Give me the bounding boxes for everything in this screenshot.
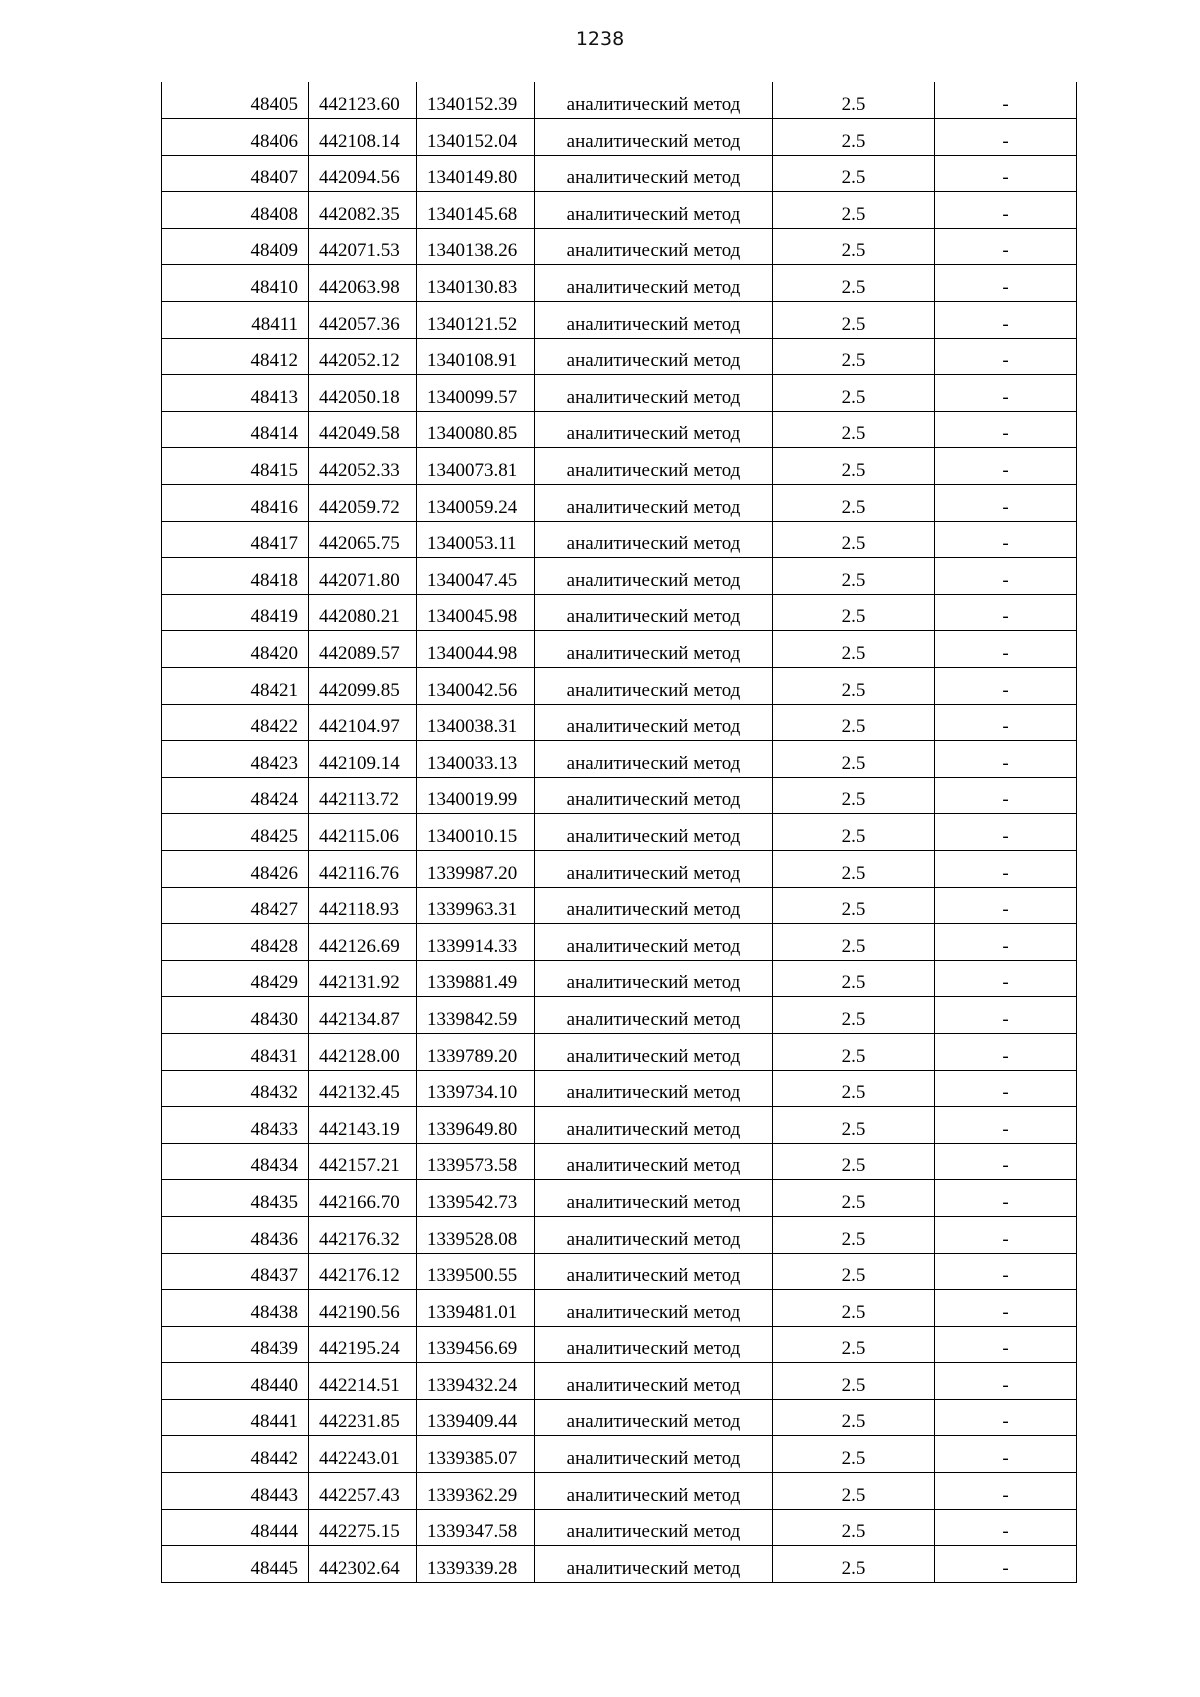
accuracy-cell: 2.5 xyxy=(773,631,935,668)
accuracy-cell: 2.5 xyxy=(773,228,935,265)
x-coordinate-cell: 442143.19 xyxy=(309,1107,417,1144)
description-cell: - xyxy=(935,1326,1077,1363)
point-number-cell: 48416 xyxy=(162,485,309,522)
method-cell: аналитический метод xyxy=(535,192,773,229)
accuracy-cell: 2.5 xyxy=(773,887,935,924)
description-cell: - xyxy=(935,668,1077,705)
method-cell: аналитический метод xyxy=(535,411,773,448)
description-cell: - xyxy=(935,411,1077,448)
method-cell: аналитический метод xyxy=(535,960,773,997)
description-cell: - xyxy=(935,119,1077,156)
accuracy-cell: 2.5 xyxy=(773,1070,935,1107)
point-number-cell: 48437 xyxy=(162,1253,309,1290)
point-number-cell: 48434 xyxy=(162,1143,309,1180)
method-cell: аналитический метод xyxy=(535,741,773,778)
point-number-cell: 48428 xyxy=(162,924,309,961)
x-coordinate-cell: 442065.75 xyxy=(309,521,417,558)
point-number-cell: 48430 xyxy=(162,997,309,1034)
description-cell: - xyxy=(935,228,1077,265)
description-cell: - xyxy=(935,887,1077,924)
x-coordinate-cell: 442057.36 xyxy=(309,302,417,339)
method-cell: аналитический метод xyxy=(535,1399,773,1436)
description-cell: - xyxy=(935,521,1077,558)
x-coordinate-cell: 442131.92 xyxy=(309,960,417,997)
y-coordinate-cell: 1340121.52 xyxy=(417,302,535,339)
table-row xyxy=(162,814,1077,851)
accuracy-cell: 2.5 xyxy=(773,82,935,119)
x-coordinate-cell: 442176.12 xyxy=(309,1253,417,1290)
y-coordinate-cell: 1340053.11 xyxy=(417,521,535,558)
accuracy-cell: 2.5 xyxy=(773,119,935,156)
description-cell: - xyxy=(935,594,1077,631)
point-number-cell: 48409 xyxy=(162,228,309,265)
table-row xyxy=(162,119,1077,156)
description-cell: - xyxy=(935,82,1077,119)
y-coordinate-cell: 1340047.45 xyxy=(417,558,535,595)
method-cell: аналитический метод xyxy=(535,338,773,375)
table-row xyxy=(162,777,1077,814)
table-row xyxy=(162,1363,1077,1400)
description-cell: - xyxy=(935,814,1077,851)
table-row xyxy=(162,521,1077,558)
point-number-cell: 48414 xyxy=(162,411,309,448)
y-coordinate-cell: 1340038.31 xyxy=(417,704,535,741)
x-coordinate-cell: 442243.01 xyxy=(309,1436,417,1473)
y-coordinate-cell: 1340108.91 xyxy=(417,338,535,375)
y-coordinate-cell: 1340149.80 xyxy=(417,155,535,192)
description-cell: - xyxy=(935,997,1077,1034)
y-coordinate-cell: 1339456.69 xyxy=(417,1326,535,1363)
accuracy-cell: 2.5 xyxy=(773,411,935,448)
x-coordinate-cell: 442108.14 xyxy=(309,119,417,156)
description-cell: - xyxy=(935,1070,1077,1107)
point-number-cell: 48413 xyxy=(162,375,309,412)
method-cell: аналитический метод xyxy=(535,448,773,485)
y-coordinate-cell: 1340138.26 xyxy=(417,228,535,265)
point-number-cell: 48431 xyxy=(162,1033,309,1070)
table-row xyxy=(162,155,1077,192)
method-cell: аналитический метод xyxy=(535,265,773,302)
table-row xyxy=(162,1326,1077,1363)
table-row xyxy=(162,1399,1077,1436)
point-number-cell: 48443 xyxy=(162,1473,309,1510)
x-coordinate-cell: 442134.87 xyxy=(309,997,417,1034)
y-coordinate-cell: 1339987.20 xyxy=(417,850,535,887)
x-coordinate-cell: 442115.06 xyxy=(309,814,417,851)
x-coordinate-cell: 442049.58 xyxy=(309,411,417,448)
y-coordinate-cell: 1340073.81 xyxy=(417,448,535,485)
table-row xyxy=(162,411,1077,448)
x-coordinate-cell: 442052.12 xyxy=(309,338,417,375)
description-cell: - xyxy=(935,448,1077,485)
point-number-cell: 48412 xyxy=(162,338,309,375)
method-cell: аналитический метод xyxy=(535,155,773,192)
table-row xyxy=(162,558,1077,595)
table-row xyxy=(162,1070,1077,1107)
y-coordinate-cell: 1339649.80 xyxy=(417,1107,535,1144)
point-number-cell: 48439 xyxy=(162,1326,309,1363)
description-cell: - xyxy=(935,777,1077,814)
accuracy-cell: 2.5 xyxy=(773,265,935,302)
point-number-cell: 48405 xyxy=(162,82,309,119)
method-cell: аналитический метод xyxy=(535,1070,773,1107)
x-coordinate-cell: 442157.21 xyxy=(309,1143,417,1180)
accuracy-cell: 2.5 xyxy=(773,668,935,705)
point-number-cell: 48442 xyxy=(162,1436,309,1473)
description-cell: - xyxy=(935,924,1077,961)
point-number-cell: 48445 xyxy=(162,1546,309,1583)
point-number-cell: 48440 xyxy=(162,1363,309,1400)
description-cell: - xyxy=(935,1107,1077,1144)
table-row xyxy=(162,82,1077,119)
accuracy-cell: 2.5 xyxy=(773,741,935,778)
point-number-cell: 48432 xyxy=(162,1070,309,1107)
point-number-cell: 48421 xyxy=(162,668,309,705)
table-row xyxy=(162,1546,1077,1583)
point-number-cell: 48423 xyxy=(162,741,309,778)
description-cell: - xyxy=(935,1363,1077,1400)
description-cell: - xyxy=(935,1143,1077,1180)
description-cell: - xyxy=(935,1473,1077,1510)
description-cell: - xyxy=(935,375,1077,412)
x-coordinate-cell: 442104.97 xyxy=(309,704,417,741)
coordinates-table xyxy=(161,82,1077,1583)
accuracy-cell: 2.5 xyxy=(773,814,935,851)
y-coordinate-cell: 1339362.29 xyxy=(417,1473,535,1510)
x-coordinate-cell: 442063.98 xyxy=(309,265,417,302)
x-coordinate-cell: 442302.64 xyxy=(309,1546,417,1583)
method-cell: аналитический метод xyxy=(535,375,773,412)
x-coordinate-cell: 442071.80 xyxy=(309,558,417,595)
x-coordinate-cell: 442231.85 xyxy=(309,1399,417,1436)
accuracy-cell: 2.5 xyxy=(773,1253,935,1290)
method-cell: аналитический метод xyxy=(535,1363,773,1400)
table-row xyxy=(162,448,1077,485)
accuracy-cell: 2.5 xyxy=(773,521,935,558)
description-cell: - xyxy=(935,1546,1077,1583)
point-number-cell: 48408 xyxy=(162,192,309,229)
description-cell: - xyxy=(935,1290,1077,1327)
table-row xyxy=(162,1473,1077,1510)
table-row xyxy=(162,741,1077,778)
point-number-cell: 48417 xyxy=(162,521,309,558)
x-coordinate-cell: 442176.32 xyxy=(309,1216,417,1253)
y-coordinate-cell: 1339409.44 xyxy=(417,1399,535,1436)
point-number-cell: 48429 xyxy=(162,960,309,997)
x-coordinate-cell: 442190.56 xyxy=(309,1290,417,1327)
x-coordinate-cell: 442082.35 xyxy=(309,192,417,229)
accuracy-cell: 2.5 xyxy=(773,558,935,595)
point-number-cell: 48427 xyxy=(162,887,309,924)
method-cell: аналитический метод xyxy=(535,1107,773,1144)
x-coordinate-cell: 442099.85 xyxy=(309,668,417,705)
accuracy-cell: 2.5 xyxy=(773,850,935,887)
table-row xyxy=(162,960,1077,997)
method-cell: аналитический метод xyxy=(535,302,773,339)
x-coordinate-cell: 442166.70 xyxy=(309,1180,417,1217)
point-number-cell: 48438 xyxy=(162,1290,309,1327)
y-coordinate-cell: 1339542.73 xyxy=(417,1180,535,1217)
point-number-cell: 48410 xyxy=(162,265,309,302)
table-row xyxy=(162,375,1077,412)
method-cell: аналитический метод xyxy=(535,850,773,887)
x-coordinate-cell: 442089.57 xyxy=(309,631,417,668)
method-cell: аналитический метод xyxy=(535,1509,773,1546)
x-coordinate-cell: 442052.33 xyxy=(309,448,417,485)
y-coordinate-cell: 1339963.31 xyxy=(417,887,535,924)
y-coordinate-cell: 1340033.13 xyxy=(417,741,535,778)
description-cell: - xyxy=(935,338,1077,375)
x-coordinate-cell: 442109.14 xyxy=(309,741,417,778)
point-number-cell: 48407 xyxy=(162,155,309,192)
table-row xyxy=(162,485,1077,522)
y-coordinate-cell: 1340042.56 xyxy=(417,668,535,705)
accuracy-cell: 2.5 xyxy=(773,777,935,814)
table-row xyxy=(162,338,1077,375)
method-cell: аналитический метод xyxy=(535,1326,773,1363)
point-number-cell: 48425 xyxy=(162,814,309,851)
y-coordinate-cell: 1340019.99 xyxy=(417,777,535,814)
point-number-cell: 48406 xyxy=(162,119,309,156)
table-row xyxy=(162,887,1077,924)
table-row xyxy=(162,1436,1077,1473)
x-coordinate-cell: 442080.21 xyxy=(309,594,417,631)
x-coordinate-cell: 442126.69 xyxy=(309,924,417,961)
y-coordinate-cell: 1339573.58 xyxy=(417,1143,535,1180)
accuracy-cell: 2.5 xyxy=(773,1216,935,1253)
x-coordinate-cell: 442059.72 xyxy=(309,485,417,522)
accuracy-cell: 2.5 xyxy=(773,1473,935,1510)
accuracy-cell: 2.5 xyxy=(773,997,935,1034)
method-cell: аналитический метод xyxy=(535,887,773,924)
y-coordinate-cell: 1339432.24 xyxy=(417,1363,535,1400)
x-coordinate-cell: 442094.56 xyxy=(309,155,417,192)
description-cell: - xyxy=(935,704,1077,741)
y-coordinate-cell: 1340130.83 xyxy=(417,265,535,302)
table-row xyxy=(162,1290,1077,1327)
accuracy-cell: 2.5 xyxy=(773,1033,935,1070)
x-coordinate-cell: 442257.43 xyxy=(309,1473,417,1510)
y-coordinate-cell: 1339914.33 xyxy=(417,924,535,961)
y-coordinate-cell: 1340152.04 xyxy=(417,119,535,156)
x-coordinate-cell: 442116.76 xyxy=(309,850,417,887)
description-cell: - xyxy=(935,1253,1077,1290)
description-cell: - xyxy=(935,155,1077,192)
description-cell: - xyxy=(935,265,1077,302)
table-row xyxy=(162,704,1077,741)
x-coordinate-cell: 442128.00 xyxy=(309,1033,417,1070)
x-coordinate-cell: 442123.60 xyxy=(309,82,417,119)
page-number: 1238 xyxy=(575,28,625,50)
accuracy-cell: 2.5 xyxy=(773,594,935,631)
table-row xyxy=(162,924,1077,961)
method-cell: аналитический метод xyxy=(535,558,773,595)
description-cell: - xyxy=(935,631,1077,668)
point-number-cell: 48444 xyxy=(162,1509,309,1546)
point-number-cell: 48426 xyxy=(162,850,309,887)
description-cell: - xyxy=(935,1033,1077,1070)
accuracy-cell: 2.5 xyxy=(773,192,935,229)
table-row xyxy=(162,1253,1077,1290)
accuracy-cell: 2.5 xyxy=(773,704,935,741)
table-row xyxy=(162,265,1077,302)
accuracy-cell: 2.5 xyxy=(773,1509,935,1546)
accuracy-cell: 2.5 xyxy=(773,1436,935,1473)
y-coordinate-cell: 1339339.28 xyxy=(417,1546,535,1583)
y-coordinate-cell: 1339842.59 xyxy=(417,997,535,1034)
x-coordinate-cell: 442275.15 xyxy=(309,1509,417,1546)
y-coordinate-cell: 1340010.15 xyxy=(417,814,535,851)
method-cell: аналитический метод xyxy=(535,1546,773,1583)
table-row xyxy=(162,668,1077,705)
point-number-cell: 48420 xyxy=(162,631,309,668)
description-cell: - xyxy=(935,850,1077,887)
accuracy-cell: 2.5 xyxy=(773,1546,935,1583)
table-row xyxy=(162,302,1077,339)
accuracy-cell: 2.5 xyxy=(773,302,935,339)
y-coordinate-cell: 1340080.85 xyxy=(417,411,535,448)
x-coordinate-cell: 442113.72 xyxy=(309,777,417,814)
method-cell: аналитический метод xyxy=(535,704,773,741)
method-cell: аналитический метод xyxy=(535,521,773,558)
y-coordinate-cell: 1339789.20 xyxy=(417,1033,535,1070)
accuracy-cell: 2.5 xyxy=(773,155,935,192)
description-cell: - xyxy=(935,1216,1077,1253)
point-number-cell: 48433 xyxy=(162,1107,309,1144)
accuracy-cell: 2.5 xyxy=(773,1180,935,1217)
accuracy-cell: 2.5 xyxy=(773,375,935,412)
description-cell: - xyxy=(935,1180,1077,1217)
table-row xyxy=(162,1216,1077,1253)
point-number-cell: 48436 xyxy=(162,1216,309,1253)
method-cell: аналитический метод xyxy=(535,924,773,961)
table-body xyxy=(162,82,1077,1582)
method-cell: аналитический метод xyxy=(535,1253,773,1290)
description-cell: - xyxy=(935,1509,1077,1546)
point-number-cell: 48418 xyxy=(162,558,309,595)
accuracy-cell: 2.5 xyxy=(773,924,935,961)
point-number-cell: 48441 xyxy=(162,1399,309,1436)
method-cell: аналитический метод xyxy=(535,631,773,668)
method-cell: аналитический метод xyxy=(535,1473,773,1510)
point-number-cell: 48415 xyxy=(162,448,309,485)
method-cell: аналитический метод xyxy=(535,997,773,1034)
accuracy-cell: 2.5 xyxy=(773,338,935,375)
point-number-cell: 48422 xyxy=(162,704,309,741)
description-cell: - xyxy=(935,960,1077,997)
y-coordinate-cell: 1339734.10 xyxy=(417,1070,535,1107)
method-cell: аналитический метод xyxy=(535,82,773,119)
method-cell: аналитический метод xyxy=(535,1216,773,1253)
table-row xyxy=(162,631,1077,668)
accuracy-cell: 2.5 xyxy=(773,1363,935,1400)
method-cell: аналитический метод xyxy=(535,1290,773,1327)
description-cell: - xyxy=(935,558,1077,595)
x-coordinate-cell: 442132.45 xyxy=(309,1070,417,1107)
method-cell: аналитический метод xyxy=(535,1143,773,1180)
table-row xyxy=(162,850,1077,887)
accuracy-cell: 2.5 xyxy=(773,1326,935,1363)
description-cell: - xyxy=(935,302,1077,339)
accuracy-cell: 2.5 xyxy=(773,1107,935,1144)
table-row xyxy=(162,228,1077,265)
method-cell: аналитический метод xyxy=(535,1033,773,1070)
accuracy-cell: 2.5 xyxy=(773,485,935,522)
accuracy-cell: 2.5 xyxy=(773,1290,935,1327)
accuracy-cell: 2.5 xyxy=(773,1143,935,1180)
method-cell: аналитический метод xyxy=(535,668,773,705)
accuracy-cell: 2.5 xyxy=(773,448,935,485)
method-cell: аналитический метод xyxy=(535,1436,773,1473)
y-coordinate-cell: 1340145.68 xyxy=(417,192,535,229)
y-coordinate-cell: 1339881.49 xyxy=(417,960,535,997)
method-cell: аналитический метод xyxy=(535,485,773,522)
table-row xyxy=(162,1180,1077,1217)
accuracy-cell: 2.5 xyxy=(773,960,935,997)
method-cell: аналитический метод xyxy=(535,814,773,851)
method-cell: аналитический метод xyxy=(535,1180,773,1217)
x-coordinate-cell: 442118.93 xyxy=(309,887,417,924)
point-number-cell: 48424 xyxy=(162,777,309,814)
table-row xyxy=(162,1107,1077,1144)
table-row xyxy=(162,594,1077,631)
description-cell: - xyxy=(935,1399,1077,1436)
method-cell: аналитический метод xyxy=(535,119,773,156)
point-number-cell: 48411 xyxy=(162,302,309,339)
y-coordinate-cell: 1339500.55 xyxy=(417,1253,535,1290)
method-cell: аналитический метод xyxy=(535,594,773,631)
table-row xyxy=(162,1143,1077,1180)
accuracy-cell: 2.5 xyxy=(773,1399,935,1436)
x-coordinate-cell: 442050.18 xyxy=(309,375,417,412)
method-cell: аналитический метод xyxy=(535,777,773,814)
description-cell: - xyxy=(935,192,1077,229)
table-row xyxy=(162,1509,1077,1546)
x-coordinate-cell: 442071.53 xyxy=(309,228,417,265)
table-row xyxy=(162,1033,1077,1070)
description-cell: - xyxy=(935,1436,1077,1473)
y-coordinate-cell: 1340152.39 xyxy=(417,82,535,119)
point-number-cell: 48419 xyxy=(162,594,309,631)
table-row xyxy=(162,997,1077,1034)
table-row xyxy=(162,192,1077,229)
y-coordinate-cell: 1339385.07 xyxy=(417,1436,535,1473)
y-coordinate-cell: 1340044.98 xyxy=(417,631,535,668)
description-cell: - xyxy=(935,741,1077,778)
y-coordinate-cell: 1340099.57 xyxy=(417,375,535,412)
description-cell: - xyxy=(935,485,1077,522)
y-coordinate-cell: 1340045.98 xyxy=(417,594,535,631)
method-cell: аналитический метод xyxy=(535,228,773,265)
y-coordinate-cell: 1340059.24 xyxy=(417,485,535,522)
y-coordinate-cell: 1339347.58 xyxy=(417,1509,535,1546)
x-coordinate-cell: 442195.24 xyxy=(309,1326,417,1363)
y-coordinate-cell: 1339528.08 xyxy=(417,1216,535,1253)
y-coordinate-cell: 1339481.01 xyxy=(417,1290,535,1327)
x-coordinate-cell: 442214.51 xyxy=(309,1363,417,1400)
point-number-cell: 48435 xyxy=(162,1180,309,1217)
